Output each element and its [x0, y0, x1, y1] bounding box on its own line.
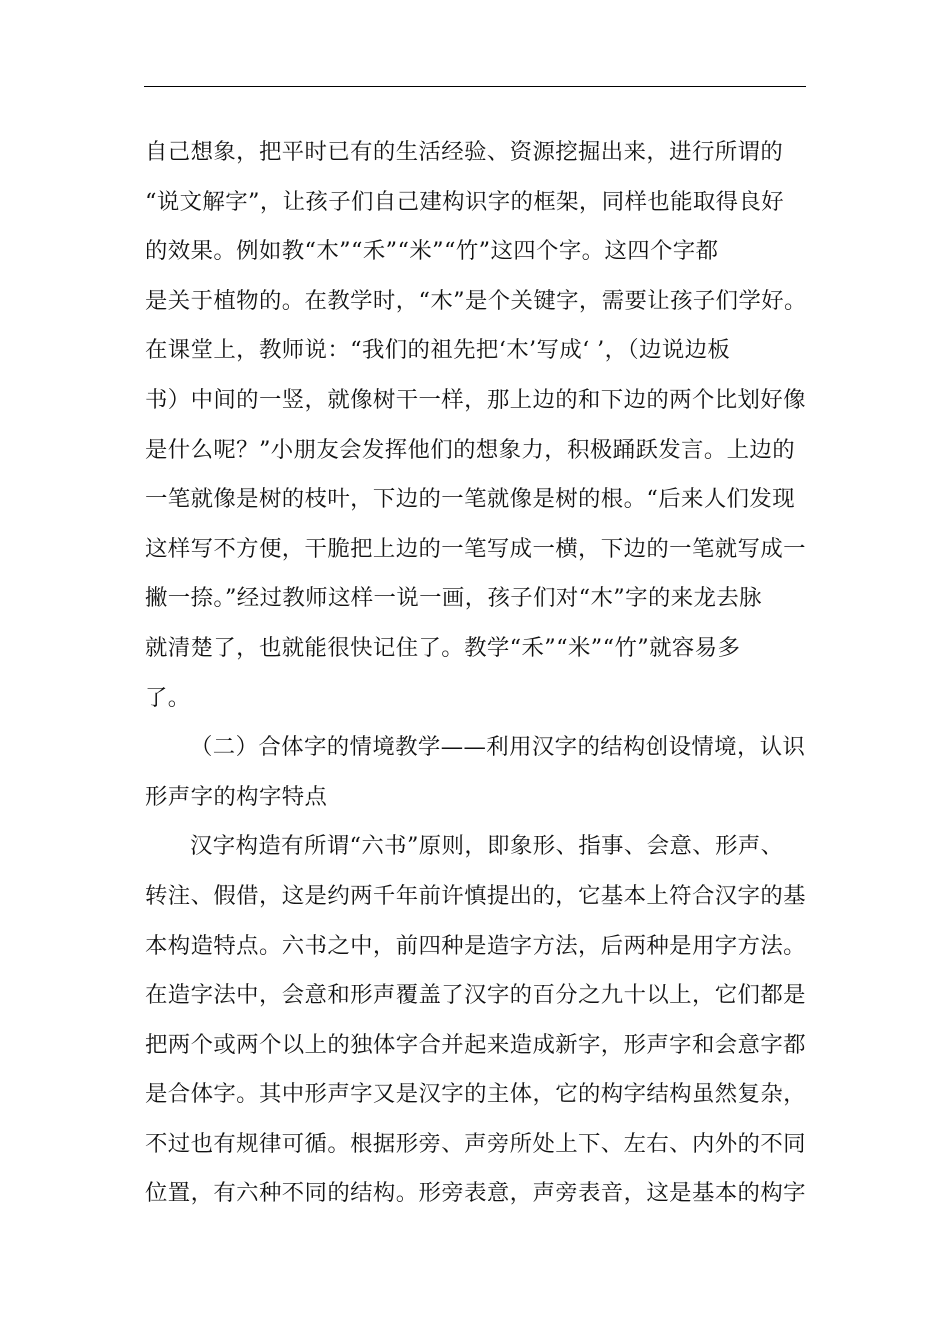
text-line: 就清楚了，也就能很快记住了。教学“禾”“米”“竹”就容易多	[145, 634, 741, 661]
text-line: 汉字构造有所谓“六书”原则，即象形、指事、会意、形声、	[190, 833, 784, 860]
text-line: 自己想象，把平时已有的生活经验、资源挖掘出来，进行所谓的	[145, 139, 784, 165]
document-body	[145, 128, 817, 1219]
text-line: 是合体字。其中形声字又是汉字的主体，它的构字结构虽然复杂，	[145, 1081, 806, 1108]
section-heading	[145, 723, 817, 822]
heading-line: （二）合体字的情境教学——利用汉字的结构创设情境，认识	[190, 734, 806, 761]
paragraph-3	[145, 822, 817, 1219]
text-line: 把两个或两个以上的独体字合并起来造成新字，形声字和会意字都	[145, 1031, 806, 1058]
header-rule	[144, 86, 806, 87]
text-line: 书）中间的一竖，就像树干一样，那上边的和下边的两个比划好像	[145, 386, 806, 413]
text-line: 是什么呢？”小朋友会发挥他们的想象力，积极踊跃发言。上边的	[145, 436, 795, 463]
paragraph-1	[145, 128, 817, 723]
text-line: 撇一捺。”经过教师这样一说一画，孩子们对“木”字的来龙去脉	[145, 585, 762, 612]
text-line: 本构造特点。六书之中，前四种是造字方法，后两种是用字方法。	[145, 932, 806, 959]
text-line: 一笔就像是树的枝叶，下边的一笔就像是树的根。“后来人们发现	[145, 486, 795, 513]
text-line: 在造字法中，会意和形声覆盖了汉字的百分之九十以上，它们都是	[145, 982, 806, 1009]
text-line: 了。	[145, 684, 191, 711]
text-line: 位置，有六种不同的结构。形旁表意，声旁表音，这是基本的构字	[145, 1180, 806, 1207]
heading-line: 形声字的构字特点	[145, 783, 328, 810]
text-line: 转注、假借，这是约两千年前许慎提出的，它基本上符合汉字的基	[145, 882, 806, 909]
text-line: “说文解字”，让孩子们自己建构识字的框架，同样也能取得良好	[145, 188, 785, 215]
text-line: 在课堂上，教师说：“我们的祖先把‘木’写成‘ ’，（边说边板	[145, 337, 731, 364]
text-line: 的效果。例如教“木”“禾”“米”“竹”这四个字。这四个字都	[145, 238, 719, 265]
text-line: 这样写不方便，干脆把上边的一笔写成一横，下边的一笔就写成一	[145, 535, 806, 562]
text-line: 是关于植物的。在教学时，“木”是个关键字，需要让孩子们学好。	[145, 287, 807, 314]
text-line: 不过也有规律可循。根据形旁、声旁所处上下、左右、内外的不同	[145, 1130, 806, 1157]
